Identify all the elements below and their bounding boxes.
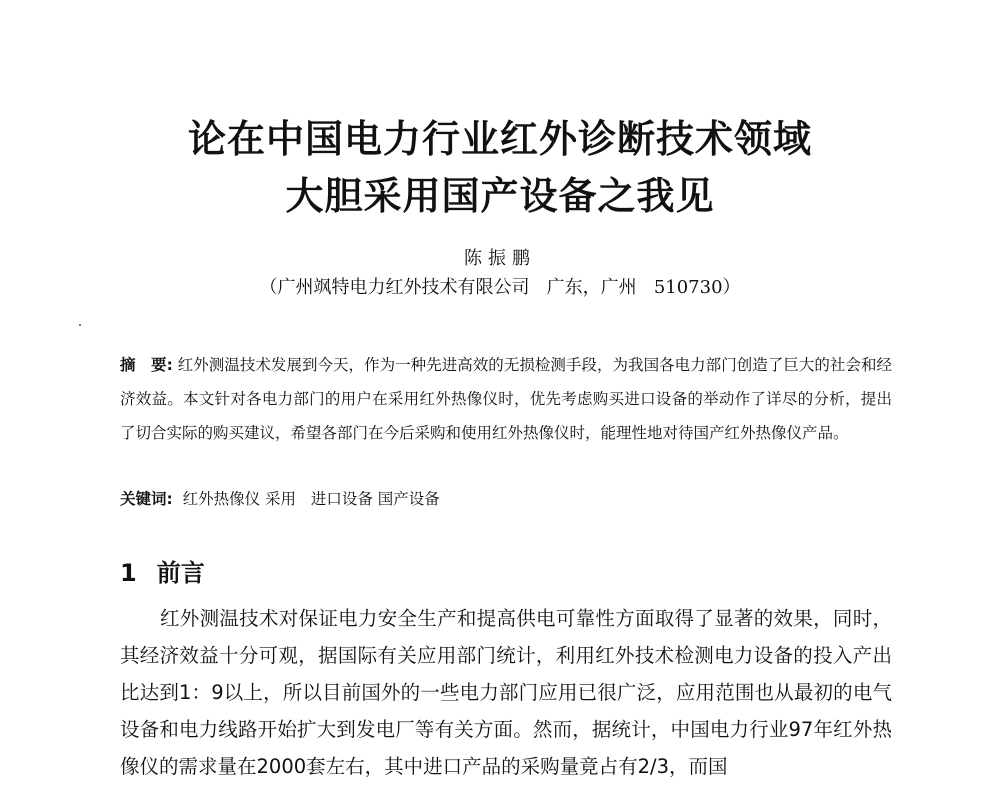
body-paragraph: 红外测温技术对保证电力安全生产和提高供电可靠性方面取得了显著的效果，同时，其经济效益十分可观，据国际有关应用部门统计，利用红外技术检测电力设备的投入产出比达到1：9以上，所以目前国外的一些电力部门应用已很广泛，应用范围也从最初的电气设备和电力线路开始扩大到发电厂等有关方面。然而，据统计，中国电力行业97年红外热像仪的需求量在2000套左右，其中进口产品的采购量竟占有2/3，而国 — [120, 607, 892, 778]
abstract-text: 红外测温技术发展到今天，作为一种先进高效的无损检测手段，为我国各电力部门创造了巨大的社会和经济效益。本文针对各电力部门的用户在采用红外热像仪时，优先考虑购买进口设备的举动作了详尽的分析，提出了切合实际的购买建议，希望各部门在今后采购和使用红外热像仪时，能理性地对待国产红外热像仪产品。 — [120, 356, 892, 442]
keywords-label: 关键词: — [120, 490, 173, 508]
author-affiliation — [0, 273, 1000, 299]
keywords — [120, 484, 892, 514]
paper-title-line-2: 大胆采用国产设备之我见 — [285, 174, 715, 218]
affiliation-company: 广州飒特电力红外技术有限公司 — [277, 277, 530, 298]
abstract-label: 摘 要: — [120, 356, 173, 374]
margin-speck — [79, 324, 81, 326]
keyword-item: 国产设备 — [377, 490, 440, 508]
author-name: 陈振鹏 — [464, 248, 536, 269]
affiliation-postcode: 510730 — [653, 277, 723, 298]
keyword-item: 进口设备 — [310, 490, 373, 508]
section-heading — [120, 553, 205, 588]
keyword-item: 红外热像仪 — [182, 490, 261, 508]
abstract — [120, 348, 892, 450]
affiliation-close-paren: ） — [722, 277, 741, 298]
section-number: 1 — [120, 559, 137, 587]
paper-title-line-1: 论在中国电力行业红外诊断技术领域 — [187, 117, 812, 161]
affiliation-location: 广东，广州 — [546, 277, 637, 298]
affiliation-open-paren: （ — [259, 277, 278, 298]
section-title: 前言 — [156, 559, 205, 587]
keyword-item: 采用 — [265, 490, 297, 508]
